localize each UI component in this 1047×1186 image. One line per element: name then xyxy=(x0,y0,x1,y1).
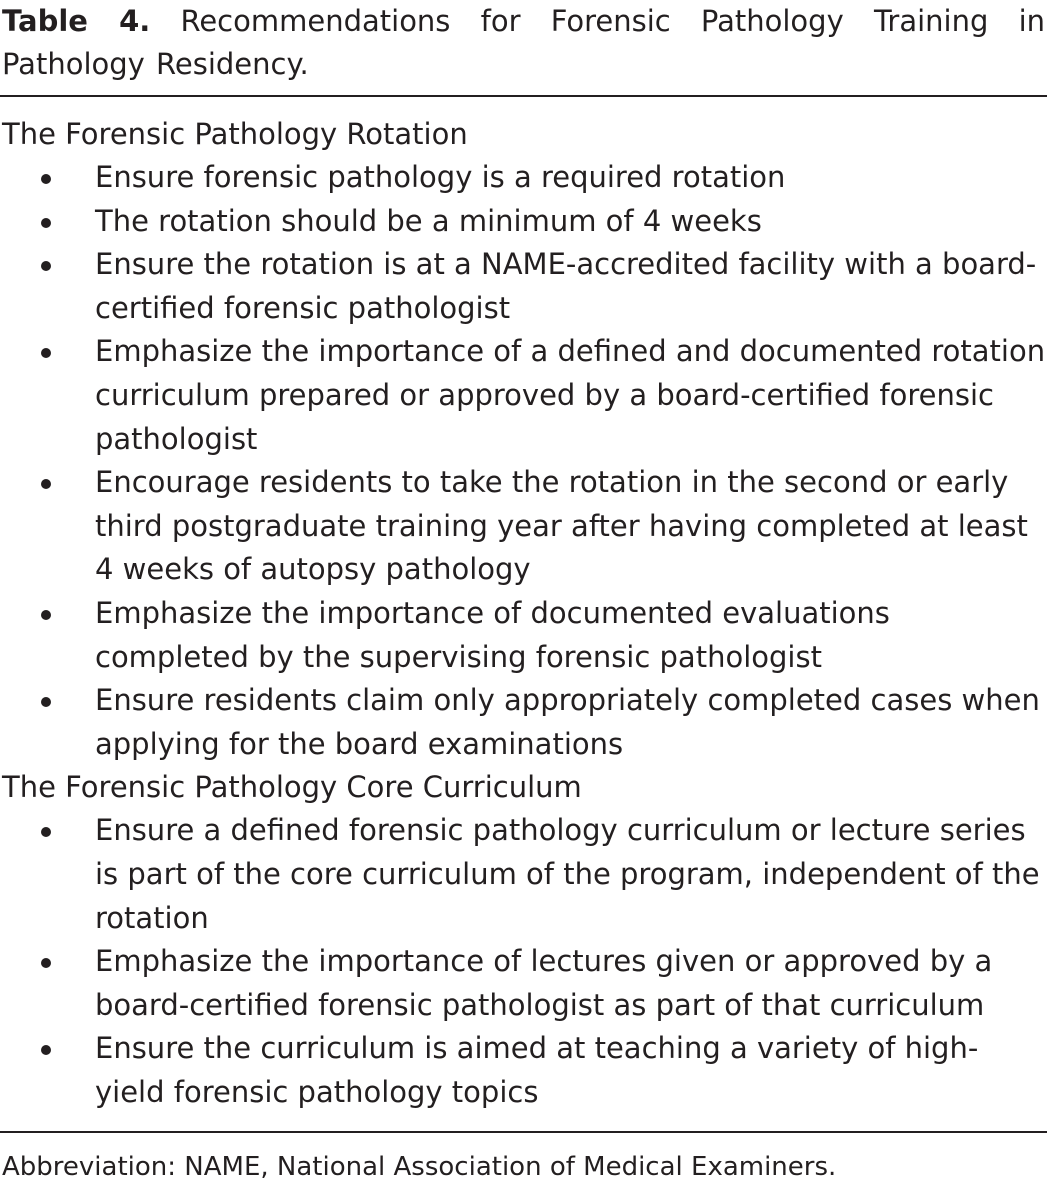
abbreviation-footnote: Abbreviation: NAME, National Association of Medical Examiners. xyxy=(2,1152,837,1182)
list-item: Emphasize the importance of lectures given or approved by a board-certified forensic pathologist as part of that curriculum xyxy=(0,940,1047,1027)
list-item: Ensure the curriculum is aimed at teaching a variety of high-yield forensic pathology topics xyxy=(0,1027,1047,1114)
top-rule xyxy=(0,95,1047,97)
list-item: Ensure forensic pathology is a required rotation xyxy=(0,156,1047,200)
table-caption xyxy=(2,0,1045,86)
bullet-icon xyxy=(41,697,51,707)
list-item: Ensure the rotation is at a NAME-accredited facility with a board-certified forensic pathologist xyxy=(0,243,1047,330)
table-body xyxy=(0,113,1047,1114)
bullet-icon xyxy=(41,958,51,968)
table-label: Table 4. xyxy=(2,4,151,38)
section-heading-core-curriculum: The Forensic Pathology Core Curriculum xyxy=(2,770,582,805)
table-title: Recommendations for Forensic Pathology Training in Pathology Residency. xyxy=(2,4,1046,81)
list-item: Encourage residents to take the rotation in the second or early third postgraduate training year after having completed at least 4 weeks of autopsy pathology xyxy=(0,461,1047,592)
list-item: Emphasize the importance of documented evaluations completed by the supervising forensic pathologist xyxy=(0,592,1047,679)
bottom-rule xyxy=(0,1131,1047,1133)
list-item: Ensure residents claim only appropriately completed cases when applying for the board examinations xyxy=(0,679,1047,766)
bullet-icon xyxy=(41,174,51,184)
bullet-icon xyxy=(41,1045,51,1055)
bullet-icon xyxy=(41,218,51,228)
bullet-icon xyxy=(41,827,51,837)
bullet-icon xyxy=(41,610,51,620)
bullet-icon xyxy=(41,479,51,489)
list-item: Emphasize the importance of a defined and documented rotation curriculum prepared or approved by a board-certified forensic pathologist xyxy=(0,330,1047,461)
bullet-icon xyxy=(41,348,51,358)
list-item: The rotation should be a minimum of 4 weeks xyxy=(0,200,1047,244)
bullet-icon xyxy=(41,261,51,271)
rotation-list xyxy=(0,156,1047,766)
section-heading-rotation: The Forensic Pathology Rotation xyxy=(2,117,468,151)
list-item: Ensure a defined forensic pathology curriculum or lecture series is part of the core curriculum of the program, independent of the rotation xyxy=(0,809,1047,940)
core-curriculum-list xyxy=(0,809,1047,1114)
